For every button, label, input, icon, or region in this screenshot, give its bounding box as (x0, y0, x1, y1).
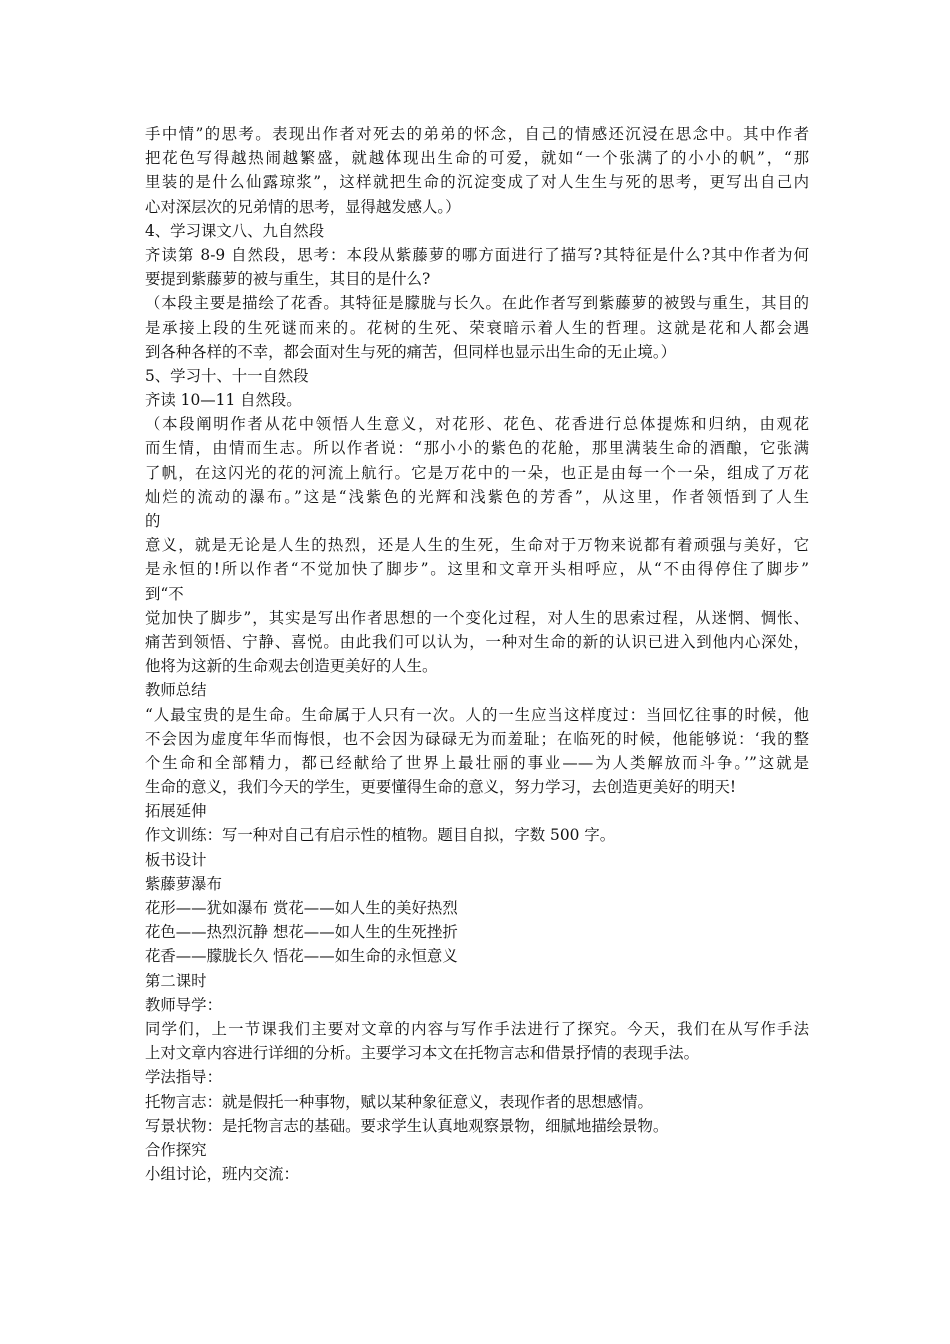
text-line: 把花色写得越热闹越繁盛，就越体现出生命的可爱，就如“一个张满了的小小的帆”，“那 (145, 149, 809, 168)
text-line: 灿烂的流动的瀑布。”这是“浅紫色的光辉和浅紫色的芳香”，从这里，作者领悟到了人生 (145, 487, 809, 506)
text-line: 写景状物：是托物言志的基础。要求学生认真地观察景物，细腻地描绘景物。 (145, 1116, 669, 1135)
text-line: 托物言志：就是假托一种事物，赋以某种象征意义，表现作者的思想感情。 (145, 1092, 653, 1111)
text-line: 意义，就是无论是人生的热烈，还是人生的生死，生命对于万物来说都有着顽强与美好，它 (145, 536, 809, 555)
section-heading: 拓展延伸 (145, 802, 207, 821)
text-line: 痛苦到领悟、宁静、喜悦。由此我们可以认为，一种对生命的新的认识已进入到他内心深处， (145, 632, 809, 651)
text-line: 花形——犹如瀑布 赏花——如人生的美好热烈 (145, 899, 458, 917)
text-line: 觉加快了脚步”，其实是写出作者思想的一个变化过程，对人生的思索过程，从迷惘、惆怅、 (145, 608, 809, 627)
text-line: 小组讨论，班内交流： (145, 1165, 299, 1184)
text-line: 齐读 10—11 自然段。 (145, 391, 302, 410)
text-line: 花香——朦胧长久 悟花——如生命的永恒意义 (145, 947, 458, 966)
text-line: 作文训练：写一种对自己有启示性的植物。题目自拟，字数 500 字。 (145, 826, 616, 845)
section-heading: 教师导学： (145, 995, 222, 1014)
text-line: 同学们，上一节课我们主要对文章的内容与写作手法进行了探究。今天，我们在从写作手法 (145, 1019, 809, 1038)
text-line: （本段阐明作者从花中领悟人生意义，对花形、花色、花香进行总体提炼和归纳，由观花 (145, 415, 809, 434)
section-heading: 5、学习十、十一自然段 (145, 366, 309, 385)
text-line: 紫藤萝瀑布 (145, 874, 222, 893)
text-line: 个生命和全部精力，都已经献给了世界上最壮丽的事业——为人类解放而斗争。’”这就是 (145, 753, 809, 772)
text-line: “人最宝贵的是生命。生命属于人只有一次。人的一生应当这样度过：当回忆往事的时候，他 (145, 705, 809, 724)
text-line: 了帆，在这闪光的花的河流上航行。它是万花中的一朵，也正是由每一个一朵，组成了万花 (145, 463, 809, 482)
text-line: 到“不 (145, 584, 184, 603)
section-heading: 4、学习课文八、九自然段 (145, 221, 325, 240)
text-line: 是承接上段的生死谜而来的。花树的生死、荣衰暗示着人生的哲理。这就是花和人都会遇 (145, 318, 809, 337)
text-line: 花色——热烈沉静 想花——如人生的生死挫折 (145, 923, 458, 942)
text-line: 生命的意义，我们今天的学生，更要懂得生命的意义，努力学习，去创造更美好的明天! (145, 778, 737, 797)
text-line: 是永恒的!所以作者“不觉加快了脚步”。这里和文章开头相呼应，从“不由得停住了脚步” (145, 560, 809, 579)
section-heading: 合作探究 (145, 1140, 207, 1159)
section-heading: 教师总结 (145, 681, 207, 700)
text-line: 要提到紫藤萝的被与重生，其目的是什么? (145, 270, 431, 289)
text-line: 的 (145, 512, 161, 530)
text-line: 而生情，由情而生志。所以作者说：“那小小的紫色的花舱，那里满装生命的酒酿，它张满 (145, 439, 809, 458)
text-line: 他将为这新的生命观去创造更美好的人生。 (145, 657, 438, 676)
document-page (145, 122, 809, 1186)
text-line: 齐读第 8-9 自然段，思考：本段从紫藤萝的哪方面进行了描写?其特征是什么?其中作者为何 (145, 245, 809, 264)
text-line: （本段主要是描绘了花香。其特征是朦胧与长久。在此作者写到紫藤萝的被毁与重生，其目的 (145, 294, 809, 313)
section-heading: 学法指导： (145, 1068, 222, 1087)
text-line: 心对深层次的兄弟情的思考，显得越发感人。） (145, 197, 461, 216)
section-heading: 第二课时 (145, 971, 207, 990)
text-line: 手中情”的思考。表现出作者对死去的弟弟的怀念，自己的情感还沉浸在思念中。其中作者 (145, 125, 809, 143)
text-line: 里装的是什么仙露琼浆”，这样就把生命的沉淀变成了对人生生与死的思考，更写出自己内 (145, 173, 809, 192)
text-line: 不会因为虚度年华而悔恨，也不会因为碌碌无为而羞耻；在临死的时候，他能够说：‘我的整 (145, 729, 809, 748)
section-heading: 板书设计 (145, 850, 207, 869)
text-line: 到各种各样的不幸，都会面对生与死的痛苦，但同样也显示出生命的无止境。） (145, 342, 676, 361)
text-line: 上对文章内容进行详细的分析。主要学习本文在托物言志和借景抒情的表现手法。 (145, 1044, 700, 1063)
